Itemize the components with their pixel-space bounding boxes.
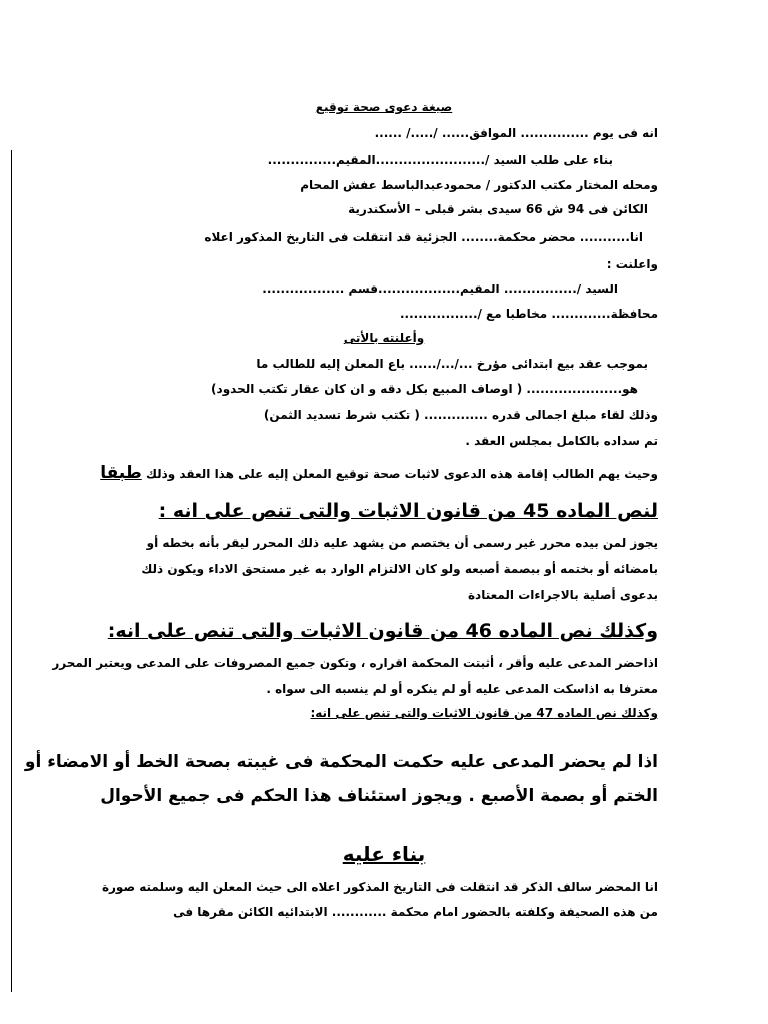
defendant-line: السيد /................ المقيم..................قسم .................. <box>262 282 618 296</box>
article-47-line-1: اذا لم يحضر المدعى عليه حكمت المحكمة فى غيبته بصحة الخط أو الامضاء أو <box>24 752 658 772</box>
article-46-heading: وكذلك نص الماده 46 من قانون الاثبات والتى تنص على انه: <box>107 620 658 642</box>
notified-label: واعلنت : <box>606 257 658 271</box>
lawsuit-lead-word: طبقا <box>100 463 142 483</box>
article-45-line-1: يجوز لمن بيده محرر غير رسمى أن يختصم من يشهد عليه ذلك المحرر ليقر بأنه بخطه أو <box>146 536 658 550</box>
requester-line: بناء على طلب السيد /........................المقيم............... <box>267 153 613 167</box>
address-line: الكائن فى 94 ش 66 سيدى بشر قبلى – الأسكندرية <box>348 202 648 216</box>
lawsuit-text: وحيث يهم الطالب إقامة هذه الدعوى لاثبات صحة توقيع المعلن إليه على هذا العقد وذلك <box>145 467 658 481</box>
conclusion-line-2: من هذه الصحيفة وكلفته بالحضور امام محكمة ............ الابتدائيه الكائن مقرها فى <box>173 905 658 919</box>
price-line: وذلك لقاء مبلغ اجمالى قدره .............. ( تكتب شرط تسديد الثمن) <box>263 408 658 422</box>
payment-line: تم سداده بالكامل بمجلس العقد . <box>465 434 658 448</box>
date-line: انه فى يوم ............... الموافق...... /...../ ...... <box>374 126 658 140</box>
governorate-line: محافظة............. مخاطبا مع /................. <box>400 307 658 321</box>
contract-line: بموجب عقد بيع ابتدائى مؤرخ .../.../...... باع المعلن إليه للطالب ما <box>256 357 648 371</box>
article-45-line-3: بدعوى أصلية بالاجراءات المعتادة <box>467 588 658 602</box>
article-46-line-1: اذاحضر المدعى عليه وأقر ، أثبتت المحكمة اقراره ، وتكون جميع المصروفات على المدعى ويعتبر المحرر <box>52 656 658 670</box>
office-line: ومحله المختار مكتب الدكتور / محمودعبدالباسط عفش المحام <box>300 178 658 192</box>
article-46-line-2: معترفا به اذاسكت المدعى عليه أو لم ينكره أو لم ينسبه الى سواه . <box>266 682 658 696</box>
bailiff-line: انا........... محضر محكمة........ الجزئية قد انتقلت فى التاريخ المذكور اعلاه <box>204 230 643 244</box>
article-47-line-2: الختم أو بصمة الأصبع . ويجوز استئناف هذا الحكم فى جميع الأحوال <box>100 786 658 806</box>
conclusion-heading: بناء عليه <box>342 842 426 866</box>
lawsuit-paragraph <box>100 463 658 483</box>
article-47-heading: وكذلك نص الماده 47 من قانون الاثبات والتى تنص على انه: <box>310 706 658 720</box>
article-45-line-2: بامضائه أو بختمه أو ببصمة أصبعه ولو كان الالتزام الوارد به غير مستحق الاداء ويكون ذلك <box>141 562 658 576</box>
conclusion-line-1: انا المحضر سالف الذكر قد انتقلت فى التاريخ المذكور اعلاه الى حيث المعلن اليه وسلمته صورة <box>101 880 658 894</box>
document-title: صيغة دعوى صحة توقيع <box>315 100 453 114</box>
property-line: هو..................... ( اوصاف المبيع بكل دقه و ان كان عقار تكتب الحدود) <box>211 382 638 396</box>
notification-subheading: وأعلنته بالأتى <box>343 331 425 345</box>
article-45-heading: لنص الماده 45 من قانون الاثبات والتى تنص على انه : <box>158 500 658 522</box>
